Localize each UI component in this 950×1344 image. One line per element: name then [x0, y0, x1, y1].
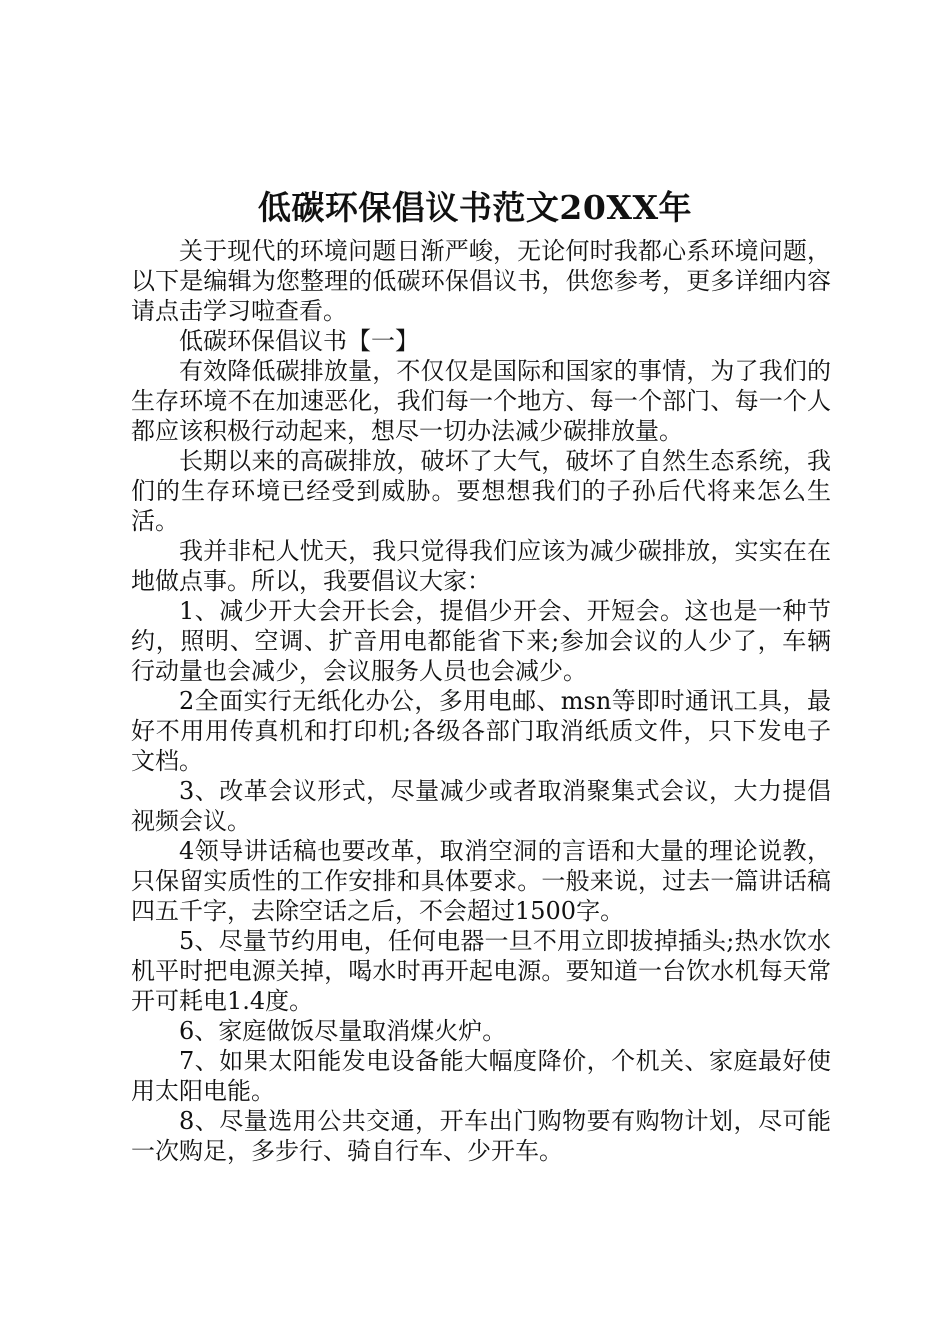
document-body [131, 236, 831, 1166]
list-item: 1、减少开大会开长会，提倡少开会、开短会。这也是一种节约，照明、空调、扩音用电都能省下来;参加会议的人少了，车辆行动量也会减少，会议服务人员也会减少。 [131, 597, 831, 685]
list-item: 3、改革会议形式，尽量减少或者取消聚集式会议，大力提倡视频会议。 [131, 777, 831, 835]
section-heading: 低碳环保倡议书【一】 [179, 327, 419, 355]
intro-paragraph: 关于现代的环境问题日渐严峻，无论何时我都心系环境问题，以下是编辑为您整理的低碳环保倡议书，供您参考，更多详细内容请点击学习啦查看。 [131, 237, 831, 325]
list-item: 5、尽量节约用电，任何电器一旦不用立即拔掉插头;热水饮水机平时把电源关掉，喝水时再开起电源。要知道一台饮水机每天常开可耗电1.4度。 [131, 927, 831, 1015]
body-paragraph: 长期以来的高碳排放，破坏了大气，破坏了自然生态系统，我们的生存环境已经受到威胁。要想想我们的子孙后代将来怎么生活。 [131, 447, 831, 535]
body-paragraph: 我并非杞人忧天，我只觉得我们应该为减少碳排放，实实在在地做点事。所以，我要倡议大家： [131, 537, 831, 595]
list-item: 4领导讲话稿也要改革，取消空洞的言语和大量的理论说教，只保留实质性的工作安排和具体要求。一般来说，过去一篇讲话稿四五千字，去除空话之后，不会超过1500字。 [131, 837, 831, 925]
list-item: 8、尽量选用公共交通，开车出门购物要有购物计划，尽可能一次购足，多步行、骑自行车、少开车。 [131, 1107, 831, 1165]
body-paragraph: 有效降低碳排放量，不仅仅是国际和国家的事情，为了我们的生存环境不在加速恶化，我们每一个地方、每一个部门、每一个人都应该积极行动起来，想尽一切办法减少碳排放量。 [131, 357, 831, 445]
list-item: 2全面实行无纸化办公，多用电邮、msn等即时通讯工具，最好不用用传真机和打印机;各级各部门取消纸质文件，只下发电子文档。 [131, 687, 831, 775]
list-item: 6、家庭做饭尽量取消煤火炉。 [179, 1017, 507, 1045]
list-item: 7、如果太阳能发电设备能大幅度降价，个机关、家庭最好使用太阳电能。 [131, 1047, 831, 1105]
document-title: 低碳环保倡议书范文20XX年 [257, 188, 693, 227]
